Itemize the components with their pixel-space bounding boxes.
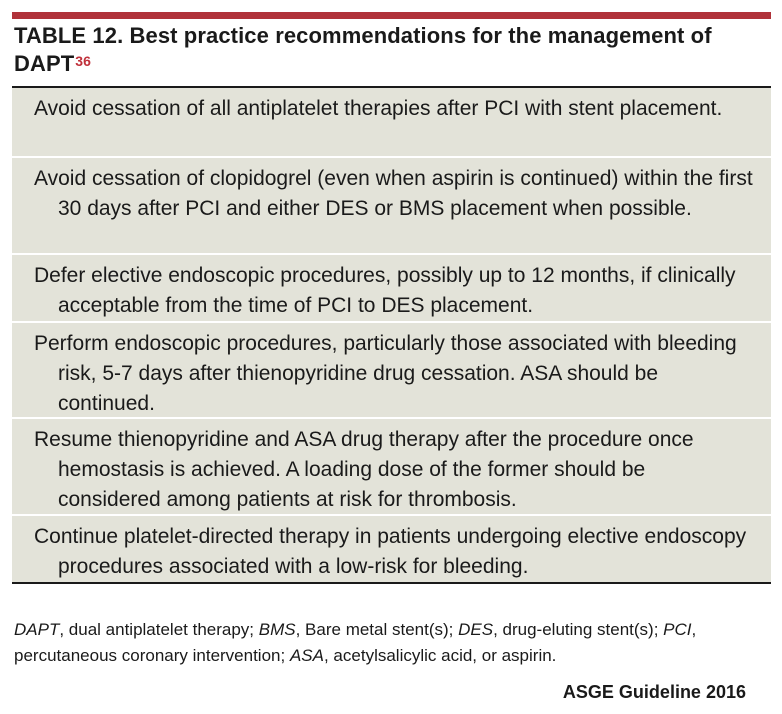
recommendation-text: Resume thienopyridine and ASA drug therapy after the procedure once hemostasis is achieved. A loading dose of the former should be considered among patients at risk for thrombosis. (34, 428, 694, 511)
abbreviation-definition: , acetylsalicylic acid, or aspirin. (323, 646, 557, 665)
abbreviation-definition: , percutaneous coronary intervention; (14, 620, 697, 665)
header-accent-rule (12, 12, 771, 19)
recommendation-text: Continue platelet-directed therapy in patients undergoing elective endoscopy procedures associated with a low-risk for bleeding. (34, 525, 747, 578)
table-row (12, 417, 771, 514)
abbreviation-term: BMS (258, 620, 296, 639)
abbreviation-term: PCI (663, 620, 692, 639)
reference-superscript[interactable]: 36 (75, 53, 92, 69)
table-row (12, 253, 771, 321)
recommendation-text: Avoid cessation of all antiplatelet therapies after PCI with stent placement. (34, 97, 723, 120)
abbreviation-term: ASA (289, 646, 324, 665)
abbreviation-definition: , Bare metal stent(s); (295, 620, 459, 639)
recommendation-text: Defer elective endoscopic procedures, possibly up to 12 months, if clinically acceptable from the time of PCI to DES placement. (34, 264, 736, 317)
table-row (12, 514, 771, 582)
table-row (12, 156, 771, 253)
table-row (12, 88, 771, 156)
abbreviation-definition: , dual antiplatelet therapy; (59, 620, 259, 639)
recommendations-table (12, 86, 771, 584)
source-label: ASGE Guideline 2016 (562, 682, 746, 702)
recommendation-text: Avoid cessation of clopidogrel (even when aspirin is continued) within the first 30 days after PCI and either DES or BMS placement when possible. (34, 167, 753, 220)
abbreviation-term: DES (458, 620, 494, 639)
abbreviation-term: DAPT (14, 620, 60, 639)
table-title (14, 22, 769, 78)
table-title-text: TABLE 12. Best practice recommendations for the management of DAPT (14, 23, 712, 76)
abbreviations-footnote (14, 617, 774, 669)
recommendation-text: Perform endoscopic procedures, particularly those associated with bleeding risk, 5-7 days after thienopyridine drug cessation. ASA should be continued. (34, 332, 737, 415)
table-row (12, 321, 771, 417)
abbreviation-definition: , drug-eluting stent(s); (493, 620, 664, 639)
